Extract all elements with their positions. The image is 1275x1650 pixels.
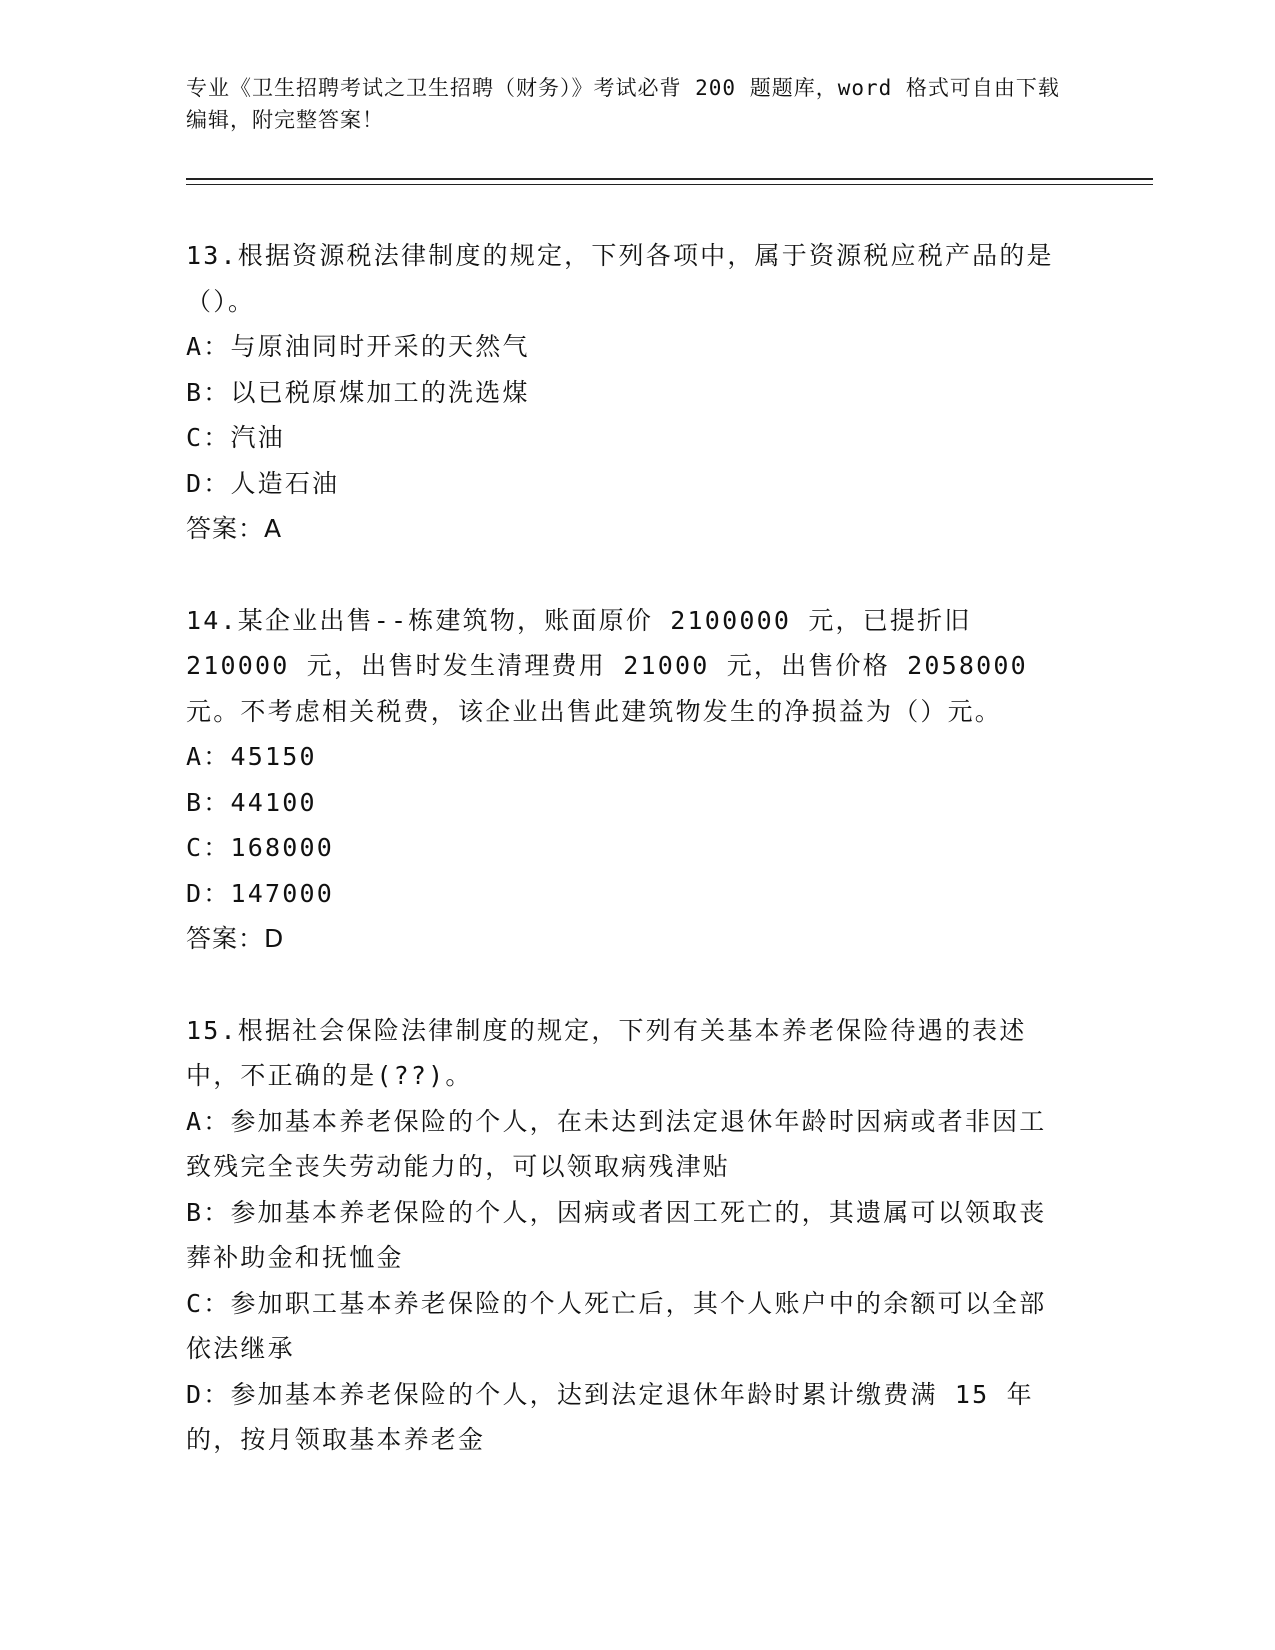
question-stem: 15.根据社会保险法律制度的规定，下列有关基本养老保险待遇的表述中，不正确的是(??)。: [186, 1015, 1027, 1090]
question-14: [186, 598, 1066, 962]
answer-label: 答案：A: [186, 514, 283, 543]
option-a: A：45150: [186, 742, 317, 771]
question-stem: 14.某企业出售--栋建筑物，账面原价 2100000 元，已提折旧 210000 元，出售时发生清理费用 21000 元，出售价格 2058000 元。不考虑相关税费，该企业出售此建筑物发生的净损益为（）元。: [186, 605, 1028, 726]
option-c: C：参加职工基本养老保险的个人死亡后，其个人账户中的余额可以全部依法继承: [186, 1288, 1047, 1363]
option-b: B：参加基本养老保险的个人，因病或者因工死亡的，其遗属可以领取丧葬补助金和抚恤金: [186, 1197, 1047, 1272]
header-divider: [186, 178, 1153, 185]
option-d: D：人造石油: [186, 468, 340, 498]
option-d: D：147000: [186, 878, 334, 908]
option-a: A：与原油同时开采的天然气: [186, 332, 530, 361]
question-stem: 13.根据资源税法律制度的规定，下列各项中，属于资源税应税产品的是（）。: [186, 241, 1054, 316]
option-c: C：汽油: [186, 423, 285, 452]
option-b: B：44100: [186, 787, 317, 817]
document-header: [186, 72, 1066, 136]
header-text: 专业《卫生招聘考试之卫生招聘（财务）》考试必背 200 题题库，word 格式可自由下载编辑，附完整答案！: [186, 76, 1060, 132]
question-list: [186, 233, 1066, 1509]
option-a: A：参加基本养老保险的个人，在未达到法定退休年龄时因病或者非因工致残完全丧失劳动能力的，可以领取病残津贴: [186, 1106, 1047, 1181]
answer-label: 答案：D: [186, 924, 285, 953]
option-b: B：以已税原煤加工的洗选煤: [186, 377, 530, 407]
divider-line-top: [186, 178, 1153, 180]
divider-line-bottom: [186, 184, 1153, 185]
option-d: D：参加基本养老保险的个人，达到法定退休年龄时累计缴费满 15 年的，按月领取基本养老金: [186, 1379, 1034, 1454]
question-15: [186, 1008, 1066, 1463]
question-13: [186, 233, 1066, 552]
option-c: C：168000: [186, 833, 334, 862]
